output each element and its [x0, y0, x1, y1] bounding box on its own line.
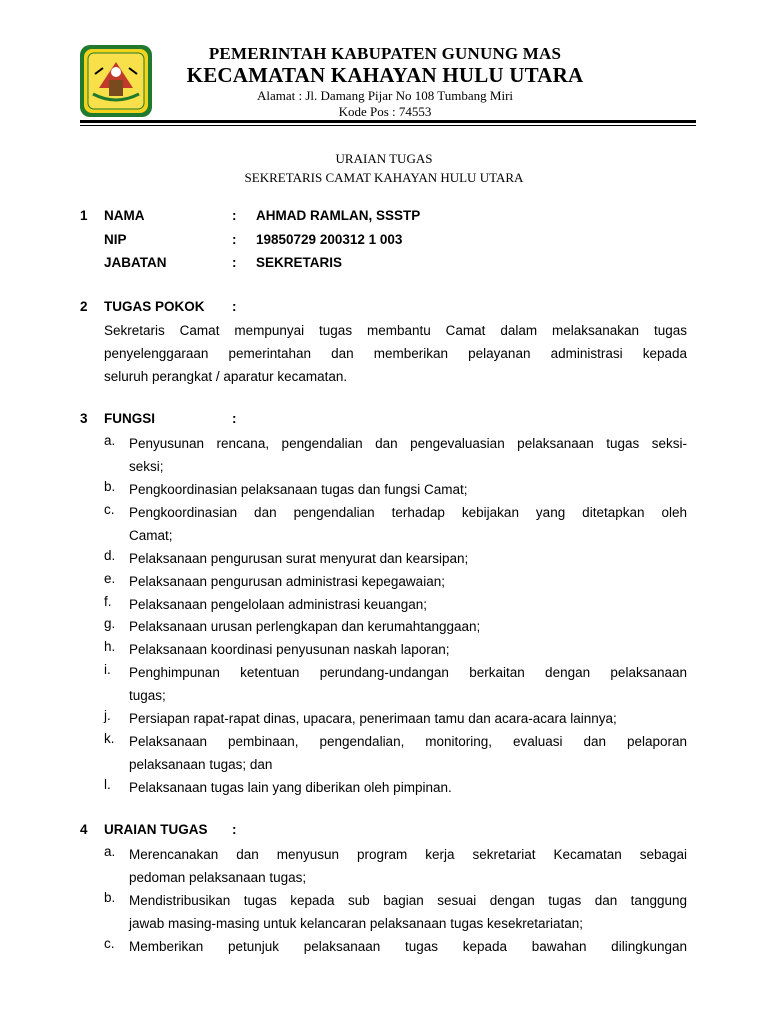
name-colon: : [232, 208, 237, 223]
name-label: NAMA [104, 208, 145, 223]
title-line-2: SEKRETARIS CAMAT KAHAYAN HULU UTARA [244, 170, 524, 185]
position-label: JABATAN [104, 255, 167, 270]
position-value: SEKRETARIS [256, 255, 343, 270]
list-marker: h. [104, 639, 116, 654]
list-marker: b. [104, 890, 116, 905]
list-item-text: Pelaksanaan pengurusan administrasi kepegawaian; [129, 574, 445, 589]
letterhead [150, 44, 620, 119]
list-marker: c. [104, 936, 115, 951]
list-item-text: Pelaksanaan pengurusan surat menyurat dan kearsipan; [129, 551, 469, 566]
list-item-text: Mendistribusikan tugas kepada sub bagian sesuai dengan tugas dan tanggung [129, 893, 687, 908]
nip-colon: : [232, 232, 237, 247]
letterhead-thin-rule [80, 125, 696, 126]
nip-value: 19850729 200312 1 003 [256, 232, 403, 247]
postal-code: Kode Pos : 74553 [338, 104, 432, 119]
list-item-text: Persiapan rapat-rapat dinas, upacara, penerimaan tamu dan acara-acara lainnya; [129, 711, 617, 726]
tugas-pokok-line-3: seluruh perangkat / aparatur kecamatan. [104, 369, 348, 384]
government-name: PEMERINTAH KABUPATEN GUNUNG MAS [208, 44, 562, 63]
list-marker: g. [104, 616, 116, 631]
list-item-text: Penyusunan rencana, pengendalian dan pengevaluasian pelaksanaan tugas seksi- [129, 436, 687, 451]
list-marker: c. [104, 502, 115, 517]
list-marker: i. [104, 662, 111, 677]
list-item-text: Camat; [129, 528, 173, 543]
title-line-1: URAIAN TUGAS [335, 151, 433, 166]
document-title [80, 149, 688, 187]
list-item-text: Pelaksanaan tugas lain yang diberikan oleh pimpinan. [129, 780, 452, 795]
list-marker: d. [104, 548, 116, 563]
list-marker: e. [104, 571, 116, 586]
list-marker: l. [104, 777, 111, 792]
list-item-text: Pelaksanaan pembinaan, pengendalian, monitoring, evaluasi dan pelaporan [129, 734, 687, 749]
tugas-pokok-heading: TUGAS POKOK [104, 299, 205, 314]
list-marker: a. [104, 433, 116, 448]
list-item-text: Pengkoordinasian pelaksanaan tugas dan fungsi Camat; [129, 482, 468, 497]
tugas-pokok-line-1: Sekretaris Camat mempunyai tugas membantu Camat dalam melaksanakan tugas [104, 323, 687, 338]
nip-label: NIP [104, 232, 127, 247]
list-item-text: tugas; [129, 688, 166, 703]
name-value: AHMAD RAMLAN, SSSTP [256, 208, 421, 223]
list-marker: f. [104, 594, 112, 609]
list-marker: j. [104, 708, 111, 723]
list-marker: a. [104, 844, 116, 859]
tugas-pokok-colon: : [232, 299, 237, 314]
list-item-text: pelaksanaan tugas; dan [129, 757, 273, 772]
list-item-text: Pengkoordinasian dan pengendalian terhadap kebijakan yang ditetapkan oleh [129, 505, 687, 520]
list-item-text: seksi; [129, 459, 164, 474]
list-item-text: jawab masing-masing untuk kelancaran pelaksanaan tugas kesekretariatan; [129, 916, 584, 931]
list-marker: b. [104, 479, 116, 494]
list-item-text: pedoman pelaksanaan tugas; [129, 870, 307, 885]
office-address: Alamat : Jl. Damang Pijar No 108 Tumbang Miri [256, 88, 514, 103]
letterhead-thick-rule [80, 120, 696, 123]
uraian-tugas-heading: URAIAN TUGAS [104, 822, 208, 837]
list-item-text: Pelaksanaan koordinasi penyusunan naskah laporan; [129, 642, 450, 657]
position-colon: : [232, 255, 237, 270]
section-2-number: 2 [80, 299, 88, 314]
list-item-text: Merencanakan dan menyusun program kerja sekretariat Kecamatan sebagai [129, 847, 687, 862]
list-item-text: Pelaksanaan pengelolaan administrasi keuangan; [129, 597, 427, 612]
section-3-number: 3 [80, 411, 88, 426]
district-name: KECAMATAN KAHAYAN HULU UTARA [186, 63, 584, 87]
section-1-number: 1 [80, 208, 88, 223]
list-item-text: Penghimpunan ketentuan perundang-undangan berkaitan dengan pelaksanaan [129, 665, 687, 680]
list-item-text: Pelaksanaan urusan perlengkapan dan kerumahtanggaan; [129, 619, 481, 634]
list-marker: k. [104, 731, 115, 746]
fungsi-colon: : [232, 411, 237, 426]
section-4-number: 4 [80, 822, 88, 837]
list-item-text: Memberikan petunjuk pelaksanaan tugas kepada bawahan dilingkungan [129, 939, 687, 954]
fungsi-heading: FUNGSI [104, 411, 156, 426]
tugas-pokok-line-2: penyelenggaraan pemerintahan dan memberikan pelayanan administrasi kepada [104, 346, 687, 361]
uraian-tugas-colon: : [232, 822, 237, 837]
regency-emblem-logo [79, 44, 153, 118]
